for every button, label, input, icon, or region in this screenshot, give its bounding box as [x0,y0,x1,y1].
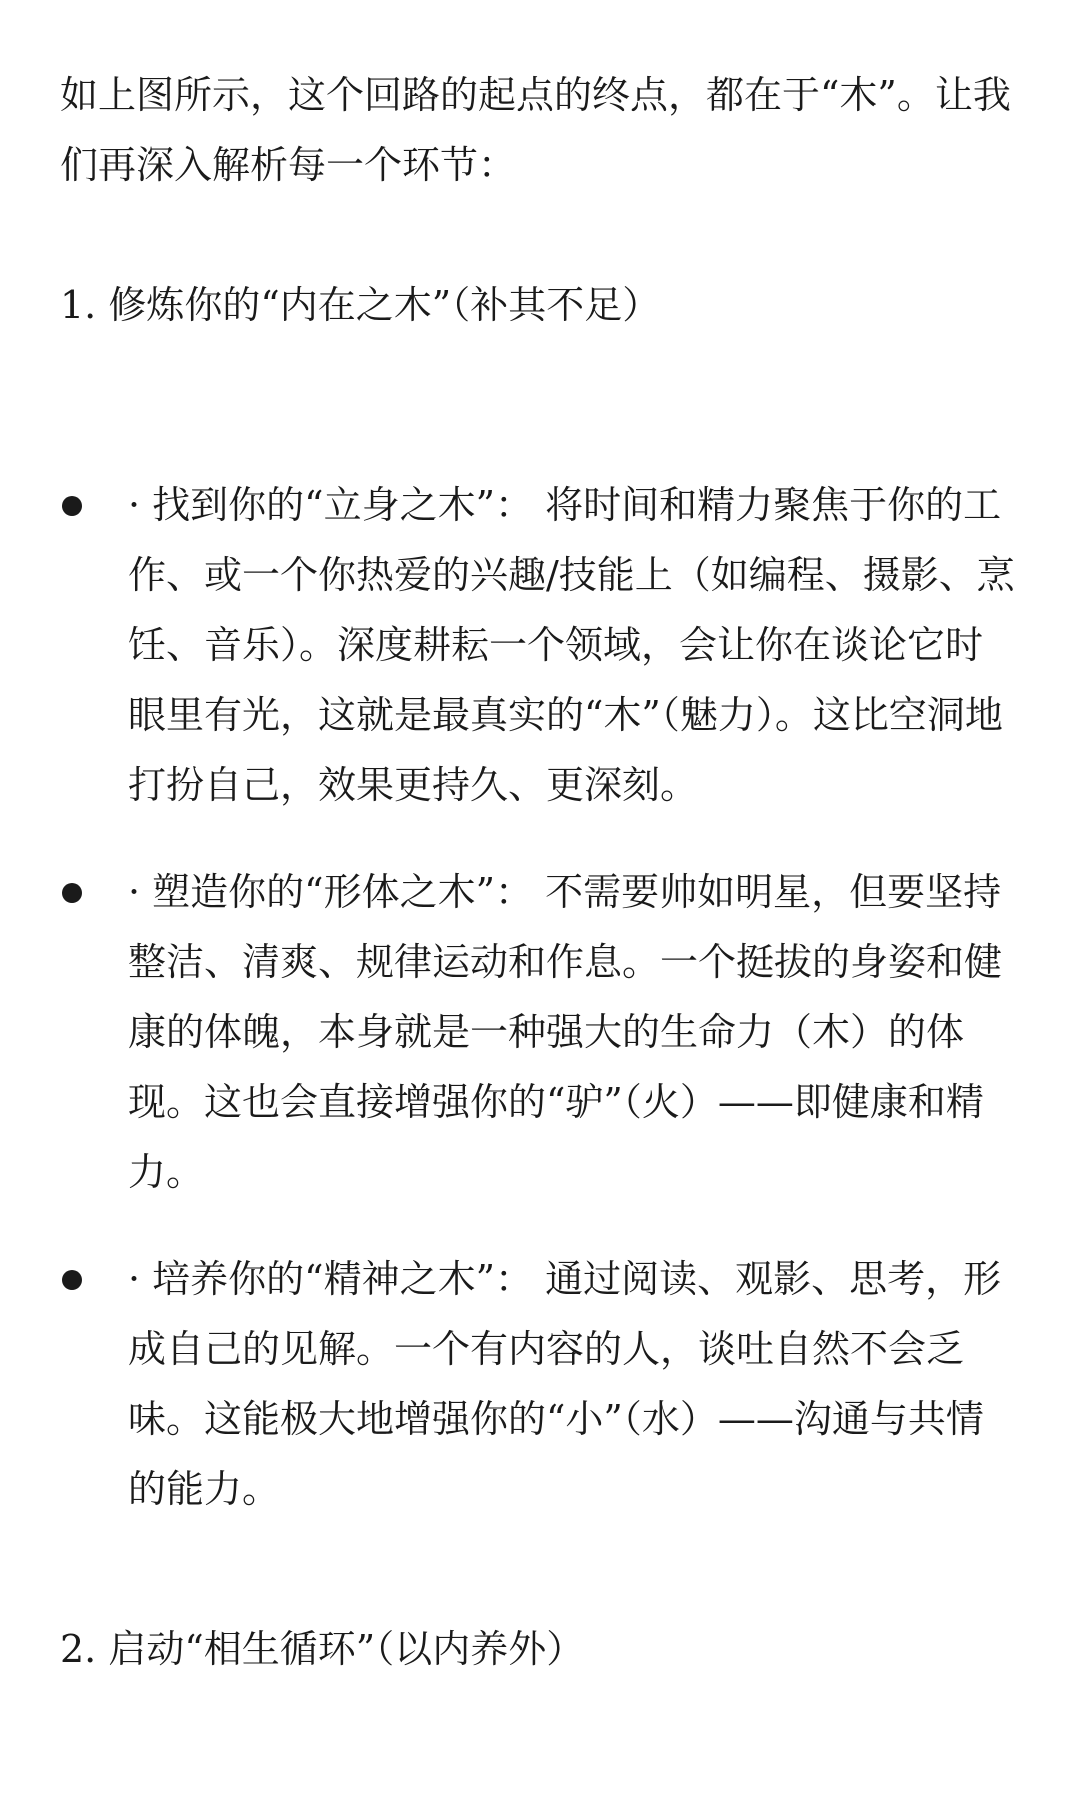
section-heading-2: 2. 启动“相生循环”（以内养外） [60,1627,585,1671]
section-heading-1: 1. 修炼你的“内在之木”（补其不足） [60,283,661,327]
article-body [60,60,1020,1684]
intro-paragraph: 如上图所示，这个回路的起点的终点，都在于“木”。让我们再深入解析每一个环节： [60,73,1011,187]
list-item [60,1244,1020,1524]
list-item-text: · 找到你的“立身之木”： 将时间和精力聚焦于你的工作、或一个你热爱的兴趣/技能上（如编程、摄影、烹饪、音乐）。深度耕耘一个领域，会让你在谈论它时眼里有光，这就是最真实的“木”（魅力）。这比空洞地打扮自己，效果更持久、更深刻。 [128,483,1015,807]
list-item-text: · 塑造你的“形体之木”： 不需要帅如明星，但要坚持整洁、清爽、规律运动和作息。一个挺拔的身姿和健康的体魄，本身就是一种强大的生命力（木）的体现。这也会直接增强你的“驴”（火）——即健康和精力。 [128,870,1003,1194]
bullet-list [60,470,1020,1524]
bullet-dot-icon [62,496,82,516]
list-item [60,470,1020,820]
list-item-text: · 培养你的“精神之木”： 通过阅读、观影、思考，形成自己的见解。一个有内容的人，谈吐自然不会乏味。这能极大地增强你的“小”（水）——沟通与共情的能力。 [128,1257,1002,1511]
bullet-dot-icon [62,883,82,903]
list-item [60,857,1020,1207]
bullet-dot-icon [62,1270,82,1290]
